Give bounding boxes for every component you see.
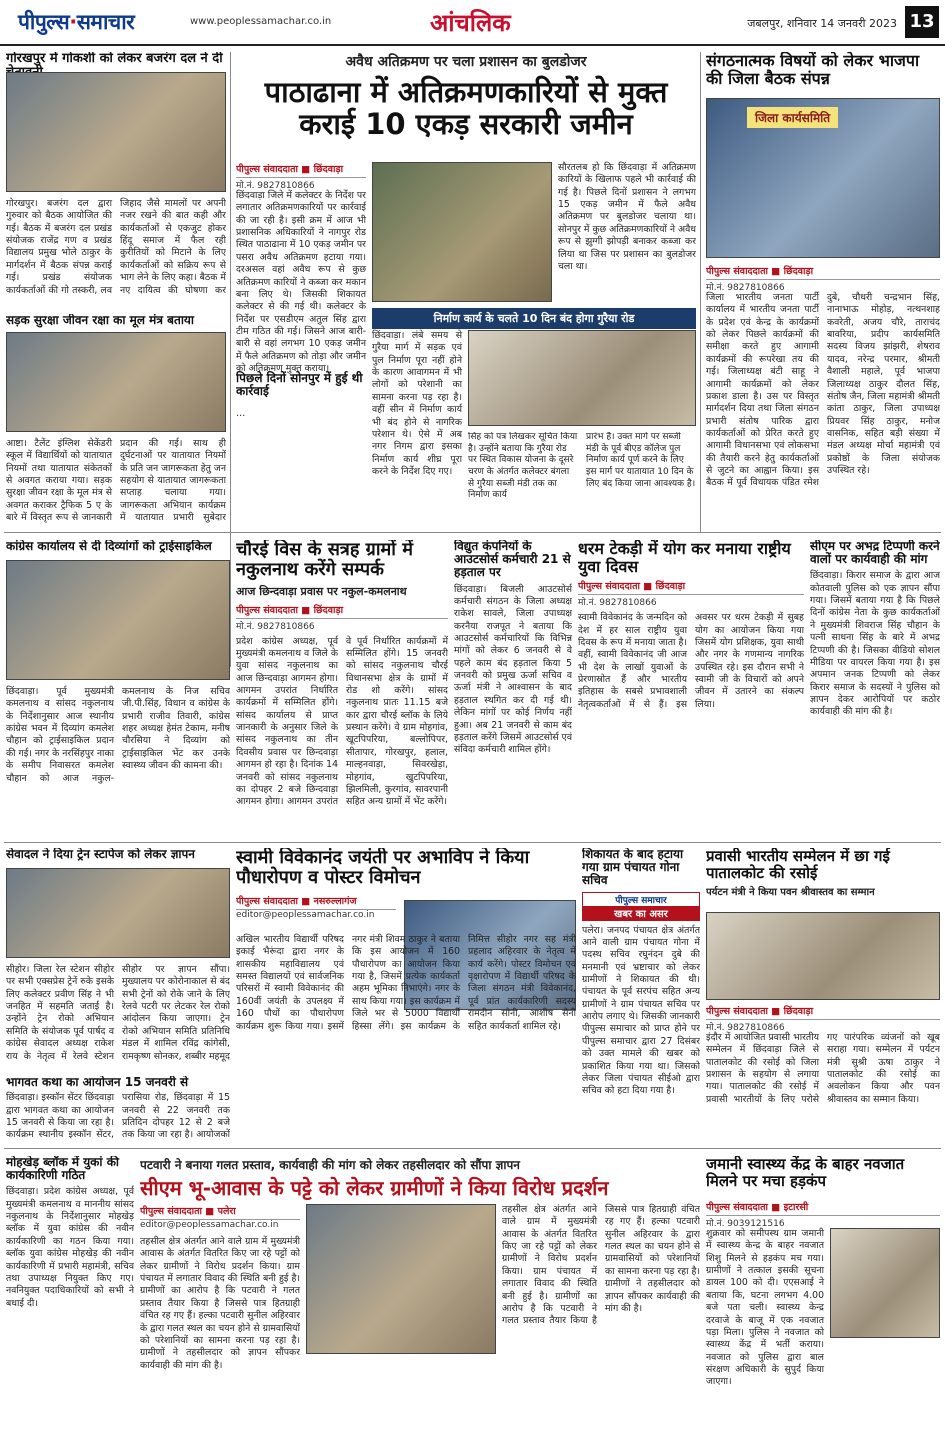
story-body-continued: तहसील क्षेत्र अंतर्गत आने वाले ग्राम में मुख्यमंत्री आवास के अंतर्गत वितरित किए जा रहे पट्टों को लेकर ग्रामीणों ने विरोध प्रदर्शन किया। ग्राम पंचायत में लगातार विवाद की स्थिति बनी हुई है। ग्रामीणों का आरोप है कि पटवारी ने गलत प्रस्ताव तैयार किया है जिससे पात्र हितग्राही वंचित रह गए हैं। हल्का पटवारी सुनील अहिरवार के द्वारा गलत स्थल का चयन होने से ग्रामवासियों को परेशानियों का सामना करना पड़ रहा है। ग्रामीणों ने तहसीलदार को ज्ञापन सौंपकर कार्यवाही की मांग की है।	[502, 1204, 700, 1327]
story-subhead: पिछले दिनों सोनपुर में हुई थी कार्रवाई	[236, 371, 363, 399]
row-rule	[4, 842, 941, 843]
story-bjp-meeting	[706, 52, 940, 530]
story-mohkhed-youth	[6, 1156, 134, 1442]
column-rule	[700, 52, 701, 532]
story-byline: पीपुल्स संवाददाता ■ छिंदवाड़ा	[236, 162, 366, 178]
story-headline: सीएम पर अभद्र टिप्पणी करने वालों पर कार्यवाही की मांग	[810, 540, 940, 567]
site-url[interactable]: www.peoplessamachar.co.in	[190, 16, 332, 27]
logo-part-a: पीपुल्स	[18, 10, 70, 34]
story-body: छिंदवाड़ा। लंबे समय से गुरैया मार्ग में सड़क एवं पुल निर्माण पूरा नहीं होने के कारण आवागमन में भी लोगों को परेशानी का सामना करना पड़ रहा है। वहीं सीन में निर्माण कार्य भी बंद होने से नागरिक परेशान थे। ऐसे में अब नगर निगम द्वारा इसका निर्माण कार्य शीघ्र पूरा करने के निर्देश दिए गए।	[372, 330, 462, 477]
event-banner: जिला कार्यसमिति	[747, 107, 838, 128]
story-headline: चौरई विस के सत्रह ग्रामों में नकुलनाथ करेंगे सम्पर्क	[236, 540, 413, 580]
story-newborn-found	[706, 1156, 940, 1442]
impact-badge: पीपुल्स समाचार खबर का असर	[582, 892, 700, 921]
story-headline: स्वामी विवेकानंद जयंती पर अभाविप ने किया पौधारोपण व पोस्टर विमोचन	[236, 848, 530, 888]
row-rule	[4, 1148, 941, 1149]
story-email: editor@peoplessamachar.co.in	[236, 909, 375, 920]
story-photo	[706, 912, 940, 1000]
story-body: …	[236, 408, 246, 419]
story-patalkot-kitchen	[706, 848, 940, 1146]
story-body: पलेरा। जनपद पंचायत क्षेत्र अंतर्गत आने वाली ग्राम पंचायत गोना में पदस्थ सचिव रघुनंदन दुबे की मनमानी एवं भ्रष्टाचार को लेकर ग्रामीणों ने शिकायत की थी। पंचायत के पूर्व सरपंच सहित अन्य ग्रामीणों ने ग्राम पंचायत सचिव पर आरोप लगाए थे। जिसकी जानकारी पीपुल्स समाचार को प्राप्त होने पर पीपुल्स समाचार द्वारा 27 दिसंबर को उक्त मामले की खबर को प्रकाशित किया गया था। जिसको लेकर जिला पंचायत सीईओ द्वारा सचिव को हटा दिया गया है।	[582, 924, 700, 1097]
story-body: छिंदवाड़ा। किरार समाज के द्वारा आज कोतवाली पुलिस को एक ज्ञापन सौंपा गया। जिसमें बताया गया है कि पिछले दिनों कांग्रेस नेता के कुछ कार्यकर्ताओं ने मुख्यमंत्री शिवराज सिंह चौहान के पत्नी साधना सिंह के बारे में अभद्र टिप्पणी की है। जिसका वीडियो सोशल मीडिया पर वायरल किया गया है। इस अपमान जनक टिप्पणी को लेकर किरार समाज के सदस्यों ने पुलिस को ज्ञापन देकर आरोपियों पर कठोर कार्यवाही की मांग की है।	[810, 570, 940, 718]
story-mobile: मो.नं. 9827810866	[578, 598, 657, 609]
story-banner: निर्माण कार्य के चलते 10 दिन बंद होगा गुरैया रोड	[372, 308, 696, 329]
story-body: शुक्रवार को समीपस्थ ग्राम जमानी में स्वास्थ्य केन्द्र के बाहर नवजात शिशु मिलने से हड़कंप मच गया। ग्रामीणों ने तत्काल इसकी सूचना डायल 100 को दी। एएसआई ने बताया कि, घटना लगभग 4.00 बजे पता चली। स्वास्थ्य केन्द्र दरवाजे के बाजू में एक नवजात पड़ा मिला। पुलिस ने नवजात को स्वास्थ्य केंद्र में भर्ती कराया। नवजात को पुलिस द्वारा बाल संरक्षण अधिकारी के सुपुर्द किया जाएगा।	[706, 1228, 824, 1388]
story-road-safety	[6, 314, 226, 530]
story-kicker: पर्यटन मंत्री ने किया पवन श्रीवास्तव का सम्मान	[706, 887, 875, 898]
story-headline: सड़क सुरक्षा जीवन रक्षा का मूल मंत्र बताया	[6, 314, 194, 327]
story-mobile: मो.नं. 9827810866	[236, 621, 315, 632]
section-title: आंचलिक	[430, 9, 511, 37]
story-mobile: मो.नं. 9827810866	[706, 283, 785, 293]
story-byline: पीपुल्स संवाददाता ■ छिंदवाड़ा	[706, 1004, 940, 1020]
story-photo	[830, 1228, 940, 1338]
story-headline: जमानी स्वास्थ्य केंद्र के बाहर नवजात मिलने पर मचा हड़कंप	[706, 1156, 905, 1190]
story-photo	[6, 560, 230, 680]
story-gorakhpur	[6, 52, 226, 310]
story-byline: पीपुल्स संवाददाता ■ छिंदवाड़ा	[706, 264, 940, 280]
row-rule	[4, 532, 941, 533]
story-mobile: मो.नं. 9039121516	[706, 1219, 785, 1229]
logo-part-b: समाचार	[76, 10, 135, 34]
story-headline: सीएम भू-आवास के पट्टे को लेकर ग्रामीणों ने किया विरोध प्रदर्शन	[140, 1176, 609, 1200]
story-byline: पीपुल्स संवाददाता ■ नसरुल्लागंज	[236, 894, 396, 910]
story-body: छिंदवाड़ा। प्रदेश कांग्रेस अध्यक्ष, पूर्व मुख्यमंत्री कमलनाथ व माननीय सांसद नकुलनाथ के निर्देशानुसार मोहखेड़ ब्लॉक में युवा कांग्रेस की नवीन कार्यकारिणी का गठन किया गया। ब्लॉक युवा कांग्रेस मोहखेड़ की नवीन कार्यकारिणी में प्रभारी महामंत्री, सचिव तथा उपाध्यक्ष नियुक्त किए गए। नवनियुक्त पदाधिकारियों को सभी ने बधाई दी।	[6, 1186, 134, 1309]
story-mobile: मो.नं. 9827810866	[236, 181, 315, 191]
story-kicker: पटवारी ने बनाया गलत प्रस्ताव, कार्यवाही की मांग को लेकर तहसीलदार को सौंपा ज्ञापन	[140, 1158, 520, 1172]
story-headline: पाठाढाना में अतिक्रमणकारियों से मुक्त कराई 10 एकड़ सरकारी जमीन	[264, 75, 668, 141]
story-photo	[468, 330, 696, 426]
story-photo	[706, 98, 940, 258]
photo-caption: सिंह को पत्र लिखकर सूचित किया है। उन्होंने बताया कि गुरैया रोड पर स्थित विकास योजना के दूसरे चरण के अंतर्गत कलेक्टर बंगला से गुरैया सब्जी मंडी तक का निर्माण कार्य	[468, 432, 578, 501]
story-nakulnath	[236, 540, 448, 840]
story-body: इंदौर में आयोजित प्रवासी भारतीय सम्मेलन में छिंदवाड़ा जिले से पातालकोट की रसोई को जिला प्रशासन के सहयोग से लगाया गया। पातालकोट की रसोई में प्रवासी भारतीयों के लिए परोसे गए पारंपरिक व्यंजनों को खूब सराहा गया। सम्मेलन में पर्यटन मंत्री सुश्री ऊषा ठाकुर ने पातालकोट की रसोई का अवलोकन किया और पवन श्रीवास्तव का सम्मान किया।	[706, 1032, 940, 1105]
story-body: जिला भारतीय जनता पार्टी कार्यालय में भारतीय जनता पार्टी के प्रदेश एवं केन्द्र के कार्यक्रमों को लेकर पिछले कार्यक्रमों की समीक्षा करते हुए आगामी कार्यक्रमों की रूपरेखा तय की गई। जिलाध्यक्ष बंटी साहू ने आगामी कार्यक्रमों को लेकर प्रकाश डाला है। उस पर विस्तृत मार्गदर्शन दिया तथा जिला संगठन प्रभारी संतोष पारिक द्वारा कार्यकर्ताओं को प्रेरित करते हुए आगामी विधानसभा एवं लोकसभा की तैयारी करने हेतु कार्यकर्ताओं से जुटने का आह्वान किया। इस बैठक में पूर्व विधायक पंडित रमेश दुबे, चौधरी चन्द्रभान सिंह, नानाभाऊ मोहोड़, नत्थनशाह कवरेती, अजय चौरे, ताराचंद बावरिया, प्रदीप कार्यसमिति सदस्य विजय झांझरी, शेषराव यादव, नरेन्द्र परमार, श्रीमती वैशाली महाले, पूर्व भाजपा जिलाध्यक्ष ठाकुर दौलत सिंह, संतोष जैन, जिला महामंत्री श्रीमती कांता ठाकुर, जिला उपाध्यक्ष प्रियवर सिंह ठाकुर, मनोज वासनिक, सहित बड़ी संख्या में मंडल अध्यक्ष मोर्चा महामंत्री एवं प्रकोष्ठों के जिला संयोजक उपस्थित रहे।	[706, 292, 940, 489]
story-bhagwat-katha	[6, 1076, 230, 1148]
story-byline: पीपुल्स संवाददाता ■ छिंदवाड़ा	[578, 579, 804, 595]
story-headline: सेवादल ने दिया ट्रेन स्टापेज को लेकर ज्ञापन	[6, 848, 195, 861]
story-body: छिंदवाड़ा। पूर्व मुख्यमंत्री कमलनाथ व सांसद नकुलनाथ के निर्देशानुसार आज स्थानीय कांग्रेस भवन में दिव्यांग कमलेश चौहान को ट्राईसाइकिल प्रदान की गई। नगर के नरसिंहपुर नाका के समीप निवासरत कमलेश चौहान को आज नकुल-कमलनाथ के निज सचिव जी.पी.सिंह, विधान व कांग्रेस के प्रभारी राजीव तिवारी, कांग्रेस शहर अध्यक्ष हेमंत टेकाम, मनीष चौरसिया ने दिव्यांग को ट्राईसाइकिल भेंट कर उनके स्वास्थ्य जीवन की कामना की।	[6, 686, 230, 784]
story-byline: पीपुल्स संवाददाता ■ इटारसी	[706, 1200, 940, 1216]
story-cm-remark	[810, 540, 940, 840]
story-headline: विद्युत कंपनियों के आउटसोर्स कर्मचारी 21 से हड़ताल पर	[454, 540, 571, 580]
story-body: आष्टा। टैलेंट इंग्लिश सेकेंडरी स्कूल में विद्यार्थियों को यातायात नियमों तथा यातायात संकेतकों से अवगत कराया गया। सड़क सुरक्षा जीवन रक्षा के मूल मंत्र से अवगत कराकर ट्रैफिक 5 ए के बारे में विस्तृत रूप से जानकारी प्रदान की गई। साथ ही दुर्घटनाओं पर यातायात नियमों के प्रति जन जागरूकता हेतु जन सहयोग से यातायात जागरूकता सप्ताह चलाया गया। जागरूकता अभियान कार्यक्रम में यातायात प्रभारी सुबेदार	[6, 438, 226, 524]
story-kicker: अवैध अतिक्रमण पर चला प्रशासन का बुलडोजर	[345, 54, 587, 70]
story-photo	[6, 332, 226, 432]
story-body: स्वामी विवेकानंद के जन्मदिन को देश में हर साल राष्ट्रीय युवा दिवस के रूप में मनाया जाता है। वहीं, स्वामी विवेकानंद जी आज भी देश के लाखों युवाओं के प्रेरणास्रोत हैं और भारतीय इतिहास के सबसे प्रभावशाली नेतृत्वकर्ताओं में से हैं। इस अवसर पर धरम टेकड़ी में सुबह योग का आयोजन किया गया जिसमें योग प्रशिक्षक, युवा साथी और नगर के गणमान्य नागरिक उपस्थित रहे। इस दौरान सभी ने स्वामी जी के विचारों को अपने जीवन में उतारने का संकल्प लिया।	[578, 612, 804, 710]
story-body: छिंदवाड़ा जिले में कलेक्टर के निर्देश पर लगातार अतिक्रमणकारियों पर कार्रवाई की जा रही है। इसी क्रम में आज भी प्रशासनिक अधिकारियों ने नागपुर रोड स्थित पाठाढाना में 10 एकड़ जमीन पर पसरा अवैध अतिक्रमण हटाया गया। दरअसल वहां अवैध रूप से कुछ अतिक्रमण कारियों ने कब्जा कर मकान बना लिए थे। जिसकी शिकायत कलेक्टर से की गई थी। कलेक्टर के निर्देश पर एसडीएम अतुल सिंह द्वारा टीम गठित की गई। जिसने आज बारी-बारी से वहां लगभग 10 एकड़ जमीन में फैले अतिक्रमण को तोड़ा और जमीन को अतिक्रमण मुक्त कराया।	[236, 190, 366, 375]
story-bhu-awas-protest	[140, 1156, 700, 1442]
story-body: गोरखपुर। बजरंग दल द्वारा गुरुवार को बैठक आयोजित की गई। बैठक में बजरंग दल प्रखंड संयोजक राजेंद्र गण व प्रखंड विद्यालय प्रमुख भोले ठाकुर के मार्गदर्शन में बैठक संपन्न कराई गई। प्रखंड संयोजक कार्यकर्ताओं की गो तस्करी, लव जिहाद जैसे मामलों पर अपनी नजर रखने की बात कही और कार्यकर्ताओं से एकजुट होकर हिंदू समाज में फैल रही कुरीतियों को मिटाने के लिए कार्यकर्ताओं को सक्रिय रूप से भाग लेने के लिए कहा। बैठक में नए दायित्व की घोषणा कर	[6, 198, 226, 296]
story-body: प्रदेश कांग्रेस अध्यक्ष, पूर्व मुख्यमंत्री कमलनाथ व जिले के युवा सांसद नकुलनाथ का आज छिन्दवाड़ा आगमन होगा। आगमन उपरांत निर्धारित कार्यक्रमों में सम्मिलित होंगे। सांसद कार्यालय से प्राप्त जानकारी के अनुसार जिले के सांसद नकुलनाथ का तीन दिवसीय प्रवास पर छिन्दवाड़ा आगमन हो रहा है। दिनांक 14 जनवरी को सांसद नकुलनाथ का दोपहर 2 बजे छिन्दवाड़ा आगमन होगा। आगमन उपरांत वे पूर्व निर्धारित कार्यक्रमों में सम्मिलित होंगे। 15 जनवरी को सांसद नकुलनाथ चौरई विधानसभा क्षेत्र के ग्रामों में रोड शो करेंगे। सांसद नकुलनाथ प्रातः 11.15 बजे कार द्वारा चौरई ब्लॉक के लिये प्रस्थान करेंगे। वे ग्राम मोहगांव, खूटपिपरिया, बल्लोपिपर, सीतापार, गोरखपुर, हलाल, माल्हनवाड़ा, सिवरखेड़ा, मोहगांव, खुटपिपरिया, झिलमिली, कुरगांव, सावरपानी सहित अन्य ग्रामों में भेंट करेंगे।	[236, 635, 448, 808]
story-body: सीहोर। जिला रेल स्टेशन सीहोर पर सभी एक्सप्रेस ट्रेनें रुके इसके लिए कलेक्टर प्रवीण सिंह ने भी जनहित में सहमति जताई है। उन्होंने ट्रेन रोको अभियान समिति के संयोजक पूर्व पार्षद व कांग्रेस सेवादल अध्यक्ष राकेश राय के नेतृत्व में रेलवे स्टेशन सीहोर पर ज्ञापन सौंपा। मुख्यालय पर कोरोनाकाल से बंद सभी ट्रेनों को रोके जाने के लिए रेलवे पटरी पर लेटकर रेल रोको आंदोलन किया जाएगा। ट्रेन रोको अभियान समिति प्रतिनिधि मंडल में शामिल रविंद्र कांगेसी, रामकृष्ण सोनकर, शब्बीर महमूद	[6, 964, 230, 1062]
story-headline: संगठनात्मक विषयों को लेकर भाजपा की जिला बैठक संपन्न	[706, 52, 920, 88]
logo-separator: ·	[69, 10, 77, 34]
story-photo	[306, 1204, 496, 1354]
story-photo	[6, 72, 226, 192]
story-headline: धरम टेकड़ी में योग कर मनाया राष्ट्रीय युवा दिवस	[578, 540, 791, 576]
story-body: छिंदवाड़ा। बिजली आउटसोर्स कर्मचारी संगठन के जिला अध्यक्ष राकेश सावले, जिला उपाध्यक्ष करनैया राजपूत ने बताया कि आउटसोर्स कर्मचारियों कि विभिन्न मांगों को लेकर 6 जनवरी से वे पहले काम बंद हड़ताल किया 5 जनवरी को प्रमुख ऊर्जा सचिव व ऊर्जा मंत्री ने आश्वासन के बाद हड़ताल स्थगित कर दी गई थी। लेकिन मांगों पर कोई निर्णय नहीं हुआ। अब 21 जनवरी से काम बंद हड़ताल करेंगे जिसमें आउटसोर्स एवं संविदा कर्मचारी शामिल होंगे।	[454, 583, 572, 756]
story-gona-secretary	[582, 848, 700, 1146]
story-abvp-plantation	[236, 848, 576, 1146]
story-headline: गोरखपुर में गोकशी को लेकर बजरंग दल ने दी	[6, 52, 223, 66]
story-byline: पीपुल्स संवाददाता ■ छिंदवाड़ा	[236, 603, 448, 619]
newspaper-logo[interactable]	[18, 8, 134, 36]
story-mobile: मो.नं. 9827810866	[706, 1023, 785, 1033]
dateline: जबलपुर, शनिवार 14 जनवरी 2023	[747, 17, 897, 30]
story-electricity-strike	[454, 540, 572, 840]
story-photo	[372, 162, 552, 302]
story-headline: भागवत कथा का आयोजन 15 जनवरी से	[6, 1076, 189, 1089]
story-pathadhana	[236, 52, 696, 532]
story-body: अखिल भारतीय विद्यार्थी परिषद इकाई भैरूंदा द्वारा नगर के शासकीय महाविद्यालय एवं समस्त विद्यालयों एवं सार्वजनिक परिसरों में स्वामी विवेकानंद की 160वीं जयंती के उपलक्ष्य में 160 पौधों का पौधारोपण कार्यक्रम शुरू किया गया। इसमें नगर मंत्री शिवम ठाकुर ने बताया कि इस आयोजन में 160 पौधारोपण का आयोजन किया गया है, जिसमें प्रत्येक कार्यकर्ता अहम भूमिका निभाएंगे। नगर के साथ किया गया। इस कार्यक्रम में जिले भर से 5000 विद्यार्थी हिस्सा लेंगे। इस कार्यक्रम के निमित्त सीहोर नगर सह मंत्री प्रहलाद अहिरवार के नेतृत्व में कार्य करेंगे। पोस्टर विमोचन एवं वृक्षारोपण में विद्यार्थी परिषद के जिला संगठन मंत्री विवेकानंद, पूर्व प्रांत कार्यकारिणी सदस्य रामदीन सोनी, आशीष सैनी सहित कार्यकर्ता शामिल रहे।	[236, 934, 576, 1032]
story-kicker: आज छिन्दवाड़ा प्रवास पर नकुल-कमलनाथ	[236, 584, 407, 598]
story-body: छिंदवाड़ा। इस्कॉन सेंटर छिंदवाड़ा द्वारा भागवत कथा का आयोजन 15 जनवरी से किया जा रहा है। कार्यक्रम स्थानीय इस्कॉन सेंटर, परासिया रोड, छिंदवाड़ा में 15 जनवरी से 22 जनवरी तक प्रतिदिन दोपहर 12 से 2 बजे तक किया जा रहा है। आयोजकों	[6, 1092, 230, 1141]
story-photo	[6, 868, 230, 958]
page-number: 13	[905, 6, 939, 38]
photo-caption: प्रारंभ है। उक्त मार्ग पर सब्जी मंडी के पूर्व बीएड कॉलेज पुल निर्माण कार्य पूर्ण करने के लिए इस मार्ग पर यातायात 10 दिन के लिए बंद किया जाना आवश्यक है।	[586, 432, 696, 489]
story-headline: शिकायत के बाद हटाया गया ग्राम पंचायत गोना सचिव	[582, 848, 684, 888]
masthead	[0, 0, 945, 46]
story-body: तहसील क्षेत्र अंतर्गत आने वाले ग्राम में मुख्यमंत्री आवास के अंतर्गत वितरित किए जा रहे पट्टों को लेकर ग्रामीणों ने विरोध प्रदर्शन किया। ग्राम पंचायत में लगातार विवाद की स्थिति बनी हुई है। ग्रामीणों का आरोप है कि पटवारी ने गलत प्रस्ताव तैयार किया है जिससे पात्र हितग्राही वंचित रह गए हैं। हल्का पटवारी सुनील अहिरवार के द्वारा गलत स्थल का चयन होने से ग्रामवासियों को परेशानियों का सामना करना पड़ रहा है। ग्रामीणों ने तहसीलदार को ज्ञापन सौंपकर कार्यवाही की मांग की है।	[140, 1236, 300, 1371]
column-rule	[230, 52, 231, 667]
story-train-stoppage	[6, 848, 230, 1072]
story-yoga-day	[578, 540, 804, 840]
story-tricycle	[6, 540, 230, 840]
story-headline: कांग्रेस कार्यालय से दी दिव्यांगों को ट्राईसाइकिल	[6, 540, 212, 553]
story-headline: प्रवासी भारतीय सम्मेलन में छा गई पातालकोट की रसोई	[706, 848, 890, 882]
story-email: editor@peoplessamachar.co.in	[140, 1220, 279, 1230]
story-body-continued: सौरतलब हो कि छिंदवाड़ा में अतिक्रमण कारियों के खिलाफ पहले भी कार्रवाई की गई है। पिछले दिनों प्रशासन ने लगभग 15 एकड़ जमीन में फैले अवैध अतिक्रमण पर बुलडोजर चलाया था। सोनपुर में कुछ अतिक्रमणकारियों ने अवैध रूप से झुग्गी झोपड़ी बनाकर कब्जा कर लिया था जिस पर प्रशासन का बुलडोजर चला था।	[558, 162, 696, 272]
story-byline: पीपुल्स संवाददाता ■ पलेरा	[140, 1204, 300, 1220]
story-headline: मोहखेड़ ब्लॉक में युकां की कार्यकारिणी गठित	[6, 1156, 120, 1183]
